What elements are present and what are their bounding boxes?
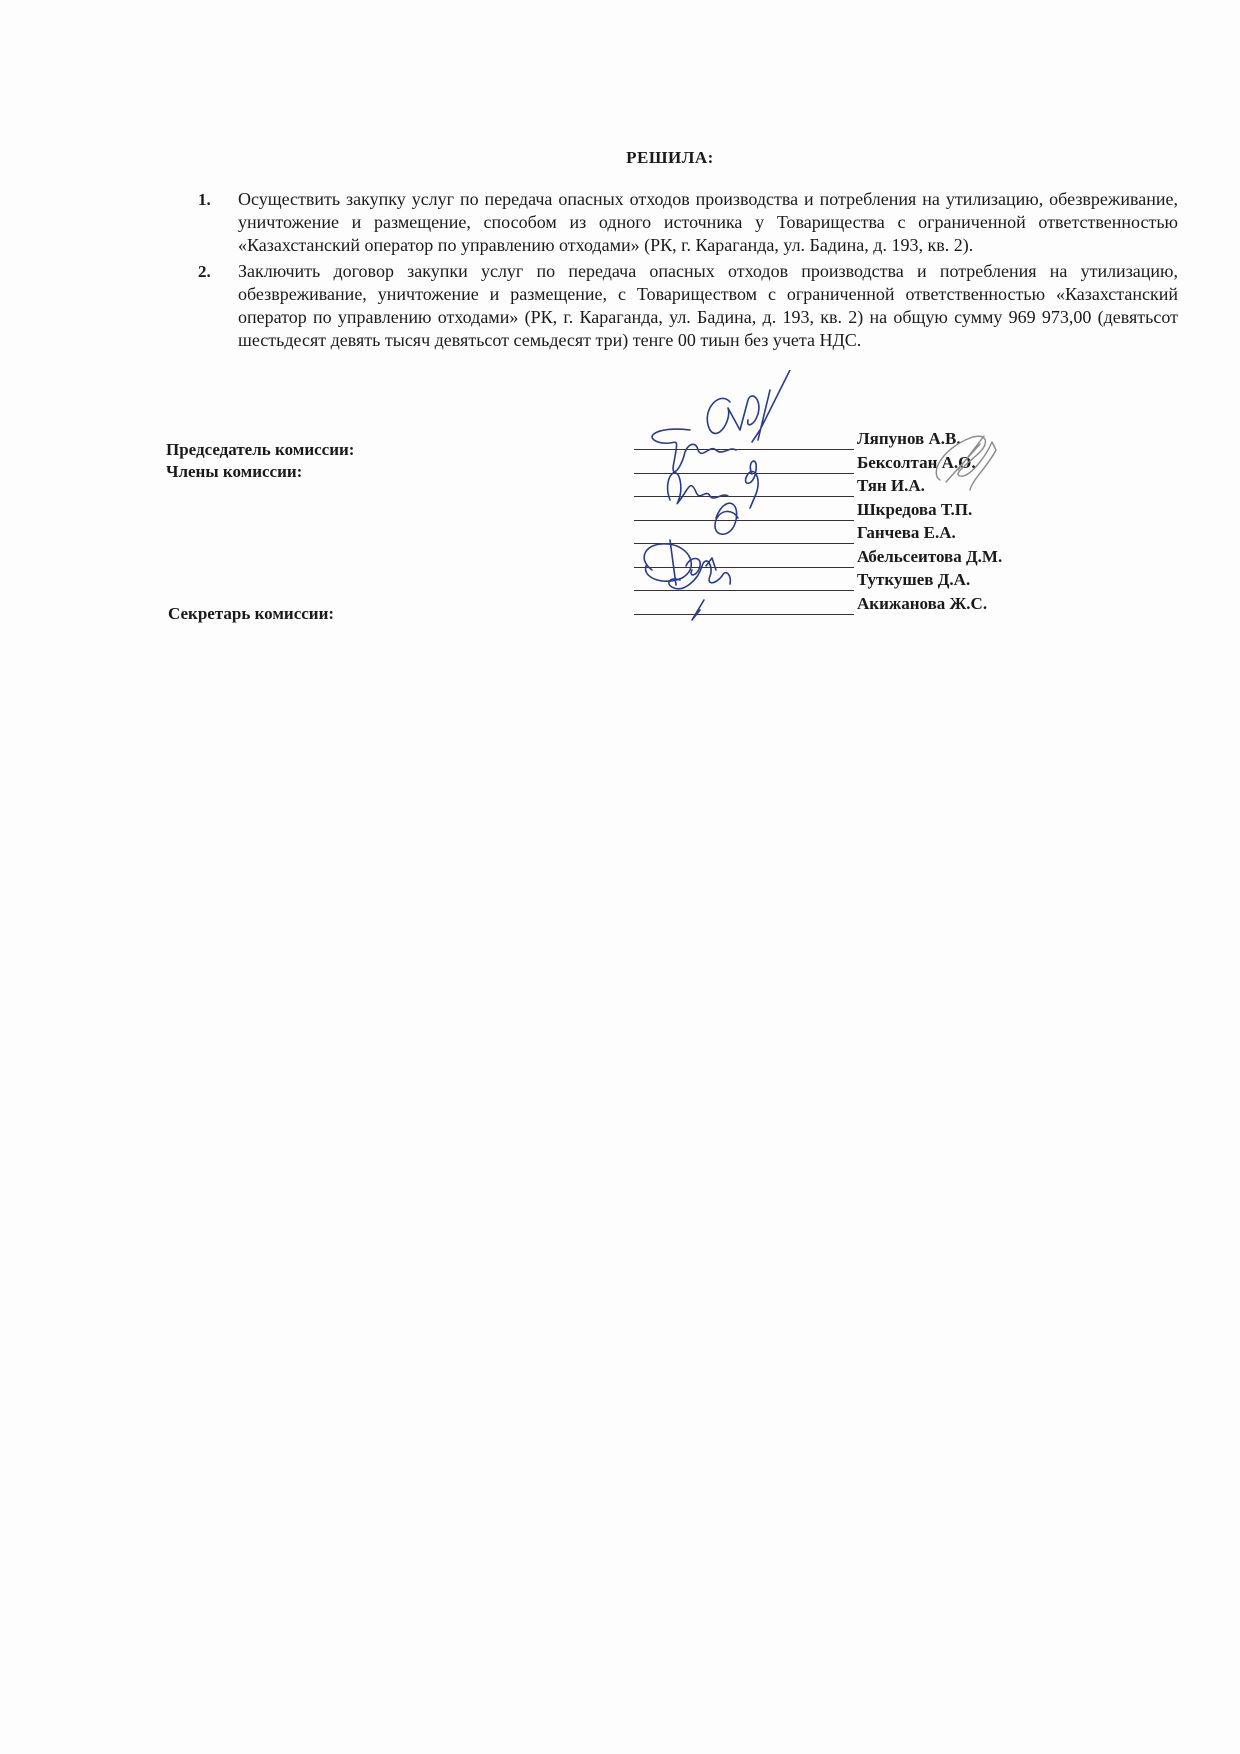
signatory-name: Шкредова Т.П. [857,499,973,519]
signatory-name: Ганчева Е.А. [857,523,956,542]
signatory-name: Абельсеитова Д.М. [857,546,1003,566]
signature-line [634,614,854,615]
decision-text: Осуществить закупку услуг по передача опасных отходов производства и потребления на утилизацию, обезвреживание, уничтожение и размещение, способом из одного источника у Товарищества с ограниченной ответственностью «Казахстанский оператор по управлению отходами» (РК, г. Караганда, ул. Бадина, д. 193, кв. 2). [238,189,1178,255]
decision-list [198,188,1178,355]
signature-line [634,590,854,591]
decision-item [198,188,1178,257]
chair-label: Председатель комиссии: [166,440,355,459]
signatory-name: Тян И.А. [857,476,925,495]
decision-item [198,260,1178,352]
signatory-name: Бексолтан А.О. [857,452,976,472]
signature-line [634,543,854,544]
members-label: Члены комиссии: [166,462,303,481]
decision-text: Заключить договор закупки услуг по передача опасных отходов производства и потребления на утилизацию, обезвреживание, уничтожение и размещение, с Товариществом с ограниченной ответственностью «Казахстанский оператор по управлению отходами» (РК, г. Караганда, ул. Бадина, д. 193, кв. 2) на общую сумму 969 973,00 (девятьсот шестьдесят девять тысяч девятьсот семьдесят три) тенге 00 тиын без учета НДС. [238,261,1178,350]
signatory-name: Ляпунов А.В. [857,429,961,448]
decision-number: 2. [198,262,211,281]
decision-heading: РЕШИЛА: [626,148,714,167]
signature-lines [634,420,854,630]
signature-line [634,449,854,450]
secretary-label: Секретарь комиссии: [168,604,335,623]
signatory-name: Акижанова Ж.С. [857,593,988,613]
signature-line [634,496,854,497]
signatory-list [857,427,1002,615]
signatory-name: Туткушев Д.А. [857,570,971,589]
signature-line [634,520,854,521]
signature-line [634,473,854,474]
decision-number: 1. [198,190,211,209]
signature-line [634,567,854,568]
